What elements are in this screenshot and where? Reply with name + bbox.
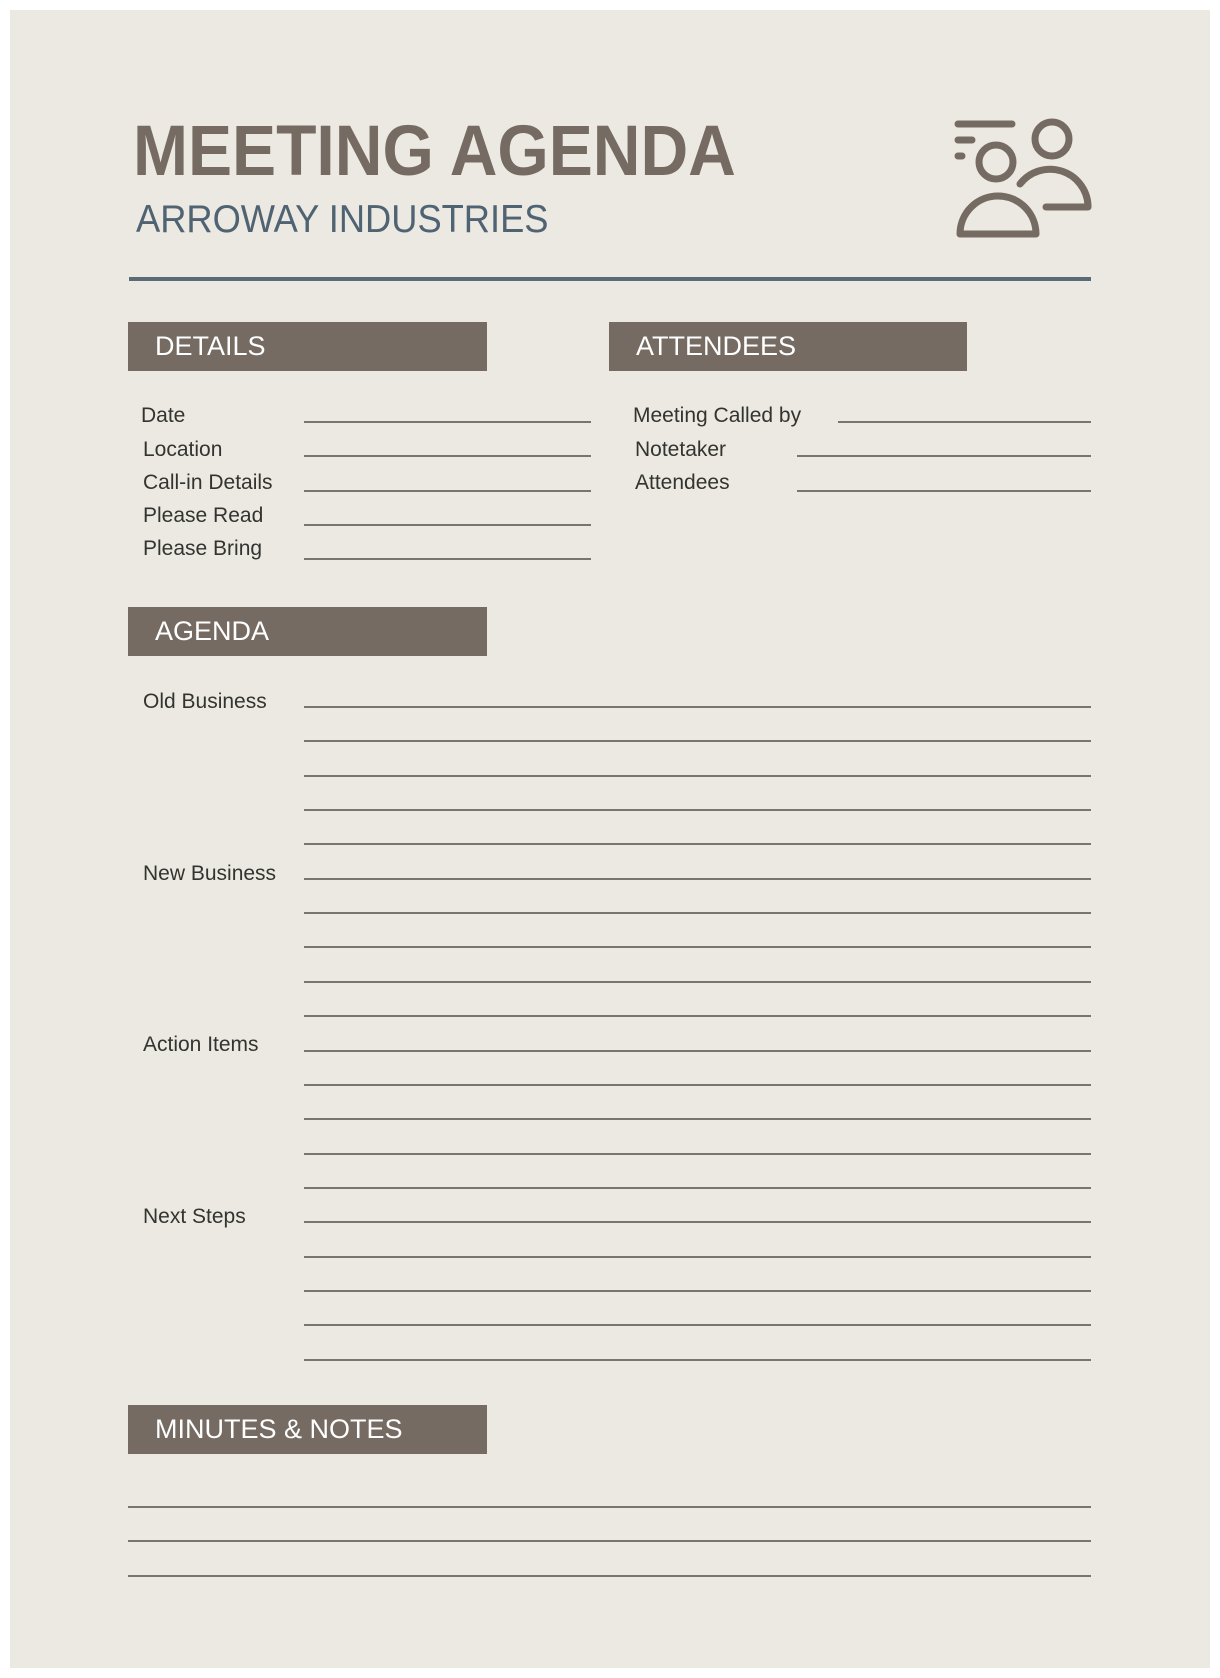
- section-label-next-steps: Next Steps: [143, 1205, 246, 1228]
- agenda-line[interactable]: [304, 981, 1091, 983]
- location-field[interactable]: [304, 455, 591, 457]
- minutes-heading: MINUTES & NOTES: [128, 1405, 487, 1454]
- agenda-line[interactable]: [304, 946, 1091, 948]
- section-label-action-items: Action Items: [143, 1033, 259, 1056]
- section-label-old-business: Old Business: [143, 690, 267, 713]
- people-group-icon: [952, 118, 1096, 242]
- section-label-new-business: New Business: [143, 862, 277, 885]
- agenda-line[interactable]: [304, 1290, 1091, 1292]
- please-read-field[interactable]: [304, 524, 591, 526]
- agenda-line[interactable]: [304, 1118, 1091, 1120]
- agenda-line[interactable]: [304, 1359, 1091, 1361]
- field-label-please-bring: Please Bring: [143, 537, 263, 560]
- agenda-line[interactable]: [304, 775, 1091, 777]
- agenda-line[interactable]: [304, 912, 1091, 914]
- agenda-line[interactable]: [304, 809, 1091, 811]
- field-label-please-read: Please Read: [143, 504, 264, 527]
- company-name: ARROWAY INDUSTRIES: [136, 198, 549, 241]
- field-label-attendees: Attendees: [635, 471, 730, 494]
- call-in-details-field[interactable]: [304, 490, 591, 492]
- notes-line[interactable]: [128, 1575, 1091, 1577]
- agenda-line[interactable]: [304, 878, 1091, 880]
- field-label-location: Location: [143, 438, 223, 461]
- field-label-notetaker: Notetaker: [635, 438, 727, 461]
- notes-line[interactable]: [128, 1540, 1091, 1542]
- date-field[interactable]: [304, 421, 591, 423]
- details-heading: DETAILS: [128, 322, 487, 371]
- notes-line[interactable]: [128, 1506, 1091, 1508]
- field-label-called-by: Meeting Called by: [633, 404, 802, 427]
- agenda-heading: AGENDA: [128, 607, 487, 656]
- please-bring-field[interactable]: [304, 558, 591, 560]
- agenda-line[interactable]: [304, 1187, 1091, 1189]
- agenda-line[interactable]: [304, 1050, 1091, 1052]
- notetaker-field[interactable]: [797, 455, 1091, 457]
- agenda-line[interactable]: [304, 1153, 1091, 1155]
- agenda-line[interactable]: [304, 843, 1091, 845]
- agenda-line[interactable]: [304, 740, 1091, 742]
- page-title: MEETING AGENDA: [133, 112, 736, 191]
- agenda-line[interactable]: [304, 1324, 1091, 1326]
- field-label-date: Date: [141, 404, 186, 427]
- attendees-field[interactable]: [797, 490, 1091, 492]
- attendees-heading: ATTENDEES: [609, 322, 967, 371]
- field-label-call-in: Call-in Details: [143, 471, 273, 494]
- agenda-line[interactable]: [304, 1221, 1091, 1223]
- agenda-line[interactable]: [304, 1256, 1091, 1258]
- meeting-called-by-field[interactable]: [838, 421, 1091, 423]
- agenda-line[interactable]: [304, 1015, 1091, 1017]
- agenda-line[interactable]: [304, 1084, 1091, 1086]
- agenda-line[interactable]: [304, 706, 1091, 708]
- header-divider: [129, 277, 1091, 281]
